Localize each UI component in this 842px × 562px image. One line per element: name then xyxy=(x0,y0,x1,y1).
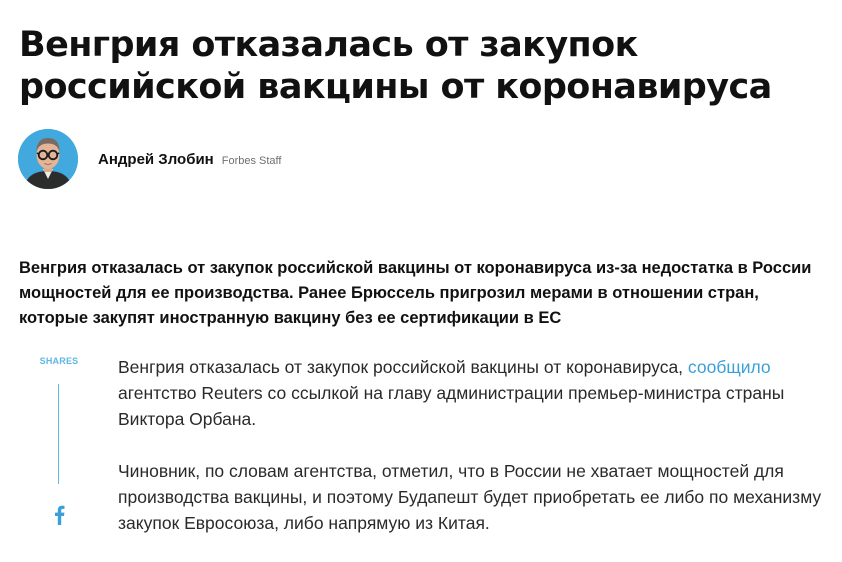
shares-rail xyxy=(36,356,82,366)
author-name[interactable]: Андрей Злобин xyxy=(98,150,214,168)
facebook-share-button[interactable] xyxy=(50,504,68,526)
article-lead: Венгрия отказалась от закупок российской вакцины от коронавируса из-за недостатка в России мощностей для ее производства. Ранее Брюссель пригрозил мерами в отношении стран, которые закупят иностранную вакцину без ее сертификации в ЕС xyxy=(19,259,812,327)
article-headline: Венгрия отказалась от закупок российской вакцины от коронавируса xyxy=(19,25,772,107)
paragraph-text: агентство Reuters со ссылкой на главу администрации премьер-министра страны Виктора Орбана. xyxy=(118,383,785,429)
shares-label: SHARES xyxy=(39,356,79,366)
facebook-icon xyxy=(54,505,65,525)
source-link[interactable]: сообщило xyxy=(687,357,771,377)
shares-divider xyxy=(58,384,59,484)
paragraph-text: Венгрия отказалась от закупок российской вакцины от коронавируса, xyxy=(118,357,688,377)
author-avatar[interactable] xyxy=(18,129,78,189)
author-role: Forbes Staff xyxy=(221,155,282,167)
author-byline xyxy=(18,128,281,190)
article-body xyxy=(118,354,828,562)
body-paragraph: Чиновник, по словам агентства, отметил, что в России не хватает мощностей для производства вакцины, и поэтому Будапешт будет приобретать ее либо по механизму закупок Евросоюза, либо напрямую из Китая. xyxy=(118,461,822,533)
body-paragraph xyxy=(118,354,828,432)
author-photo-icon xyxy=(18,129,78,189)
